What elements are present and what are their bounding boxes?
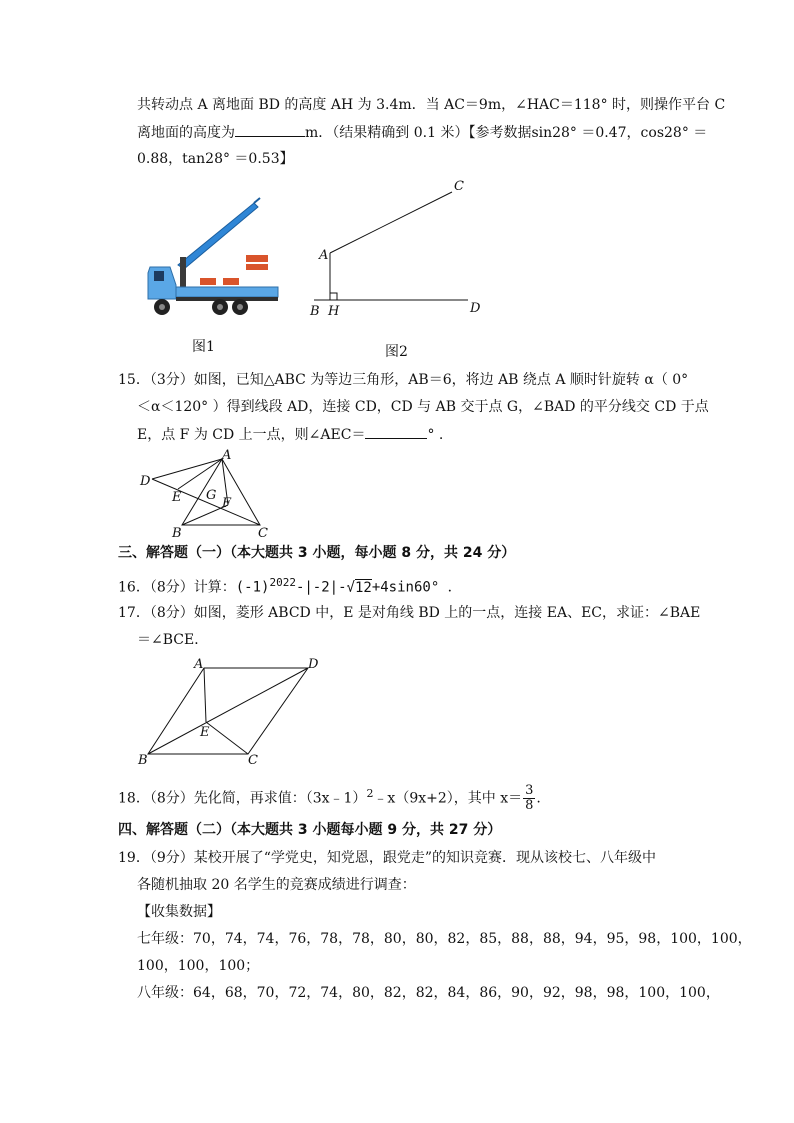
q18-numerator: 3	[525, 783, 534, 799]
q18-exponent: 2	[366, 787, 374, 800]
q16-trig: +4sin60° ．	[371, 579, 462, 596]
q18-line	[118, 784, 541, 812]
fig1-caption: 图1	[192, 339, 215, 355]
q17-label-e: E	[200, 725, 210, 740]
q16-line	[118, 573, 462, 598]
q15-answer-blank[interactable]	[365, 424, 427, 439]
q17-line2: ＝∠BCE．	[137, 632, 209, 648]
q19-grade7-line1: 七年级：70，74，74，76，78，78，80，80，82，85，88，88，94，95，98，100，100，	[137, 931, 752, 947]
q15-label-c: C	[258, 526, 268, 541]
q15-line3-b: ° .	[427, 427, 444, 443]
q15-line1: 15．（3分）如图，已知△ABC 为等边三角形，AB＝6，将边 AB 绕点 A 顺时针旋转 α（ 0°	[118, 372, 689, 388]
q18-denominator: 8	[525, 798, 534, 814]
fig2-caption: 图2	[385, 344, 408, 360]
q17-label-a: A	[194, 657, 204, 672]
q16-prefix: 16．（8分）计算：	[118, 579, 236, 596]
q17-label-b: B	[138, 753, 148, 768]
fig2-label-h: H	[328, 304, 340, 319]
q15-line2: ＜α＜120° ）得到线段 AD，连接 CD，CD 与 AB 交于点 G，∠BAD 的平分线交 CD 于点	[137, 399, 709, 415]
q16-sqrt-sign: √	[346, 579, 355, 596]
q17-label-d: D	[308, 657, 319, 672]
q16-base: (-1)	[235, 579, 270, 596]
q14-answer-blank[interactable]	[235, 122, 305, 137]
section-3-title: 三、解答题（一）（本大题共 3 小题，每小题 8 分，共 24 分）	[118, 545, 516, 561]
q14-line2-b: m．（结果精确到 0.1 米）【参考数据sin28° ＝0.47，cos28° ＝	[305, 125, 708, 141]
q15-label-d: D	[140, 474, 151, 489]
q18-end: .	[536, 790, 541, 807]
q15-label-a: A	[222, 448, 232, 463]
q14-line2	[137, 122, 707, 143]
q17-label-c: C	[248, 753, 258, 768]
q19-grade7-line2: 100，100，100；	[137, 958, 260, 974]
q15-diagram	[130, 447, 280, 542]
section-4-title: 四、解答题（二）（本大题共 3 小题每小题 9 分，共 27 分）	[118, 822, 502, 838]
q14-line3: 0.88，tan28° ＝0.53】	[137, 151, 294, 167]
q14-line1: 共转动点 A 离地面 BD 的高度 AH 为 3.4m．当 AC＝9m，∠HAC＝118° 时，则操作平台 C	[137, 97, 726, 113]
fig2-label-a: A	[319, 248, 329, 263]
crane-truck-figure	[140, 195, 285, 320]
q16-abs: -|-2|-	[295, 579, 347, 596]
q17-line1: 17．（8分）如图，菱形 ABCD 中，E 是对角线 BD 上的一点，连接 EA、EC，求证：∠BAE	[118, 605, 701, 621]
q18-prefix: 18．（8分）先化简，再求值：（3x﹣1）	[118, 790, 367, 807]
fig2-label-d: D	[470, 301, 481, 316]
q18-fraction	[523, 784, 535, 813]
q16-sqrt-arg: 12	[354, 579, 372, 596]
fig2-label-b: B	[310, 304, 320, 319]
q19-grade8-line1: 八年级：64，68，70，72，74，80，82，82，84，86，90，92，98，98，100，100，	[137, 985, 720, 1001]
q15-label-e: E	[172, 490, 182, 505]
q15-label-b: B	[172, 526, 182, 541]
q15-label-f: F	[222, 496, 232, 511]
q19-line2: 各随机抽取 20 名学生的竞赛成绩进行调查：	[137, 877, 416, 893]
q15-label-g: G	[206, 488, 217, 503]
fig2-diagram	[300, 175, 500, 325]
q17-rhombus-diagram	[130, 652, 330, 770]
q15-line3-a: E，点 F 为 CD 上一点，则∠AEC＝	[137, 427, 366, 443]
q15-line3	[137, 424, 443, 445]
q19-collect-heading: 【收集数据】	[137, 904, 221, 920]
q19-line1: 19．（9分）某校开展了“学党史，知党恩，跟党走”的知识竞赛．现从该校七、八年级中	[118, 850, 657, 866]
q16-exponent: 2022	[269, 576, 296, 589]
q18-middle: ﹣x（9x+2），其中 x＝	[373, 790, 523, 807]
fig2-label-c: C	[454, 179, 464, 194]
q14-line2-a: 离地面的高度为	[137, 125, 235, 141]
